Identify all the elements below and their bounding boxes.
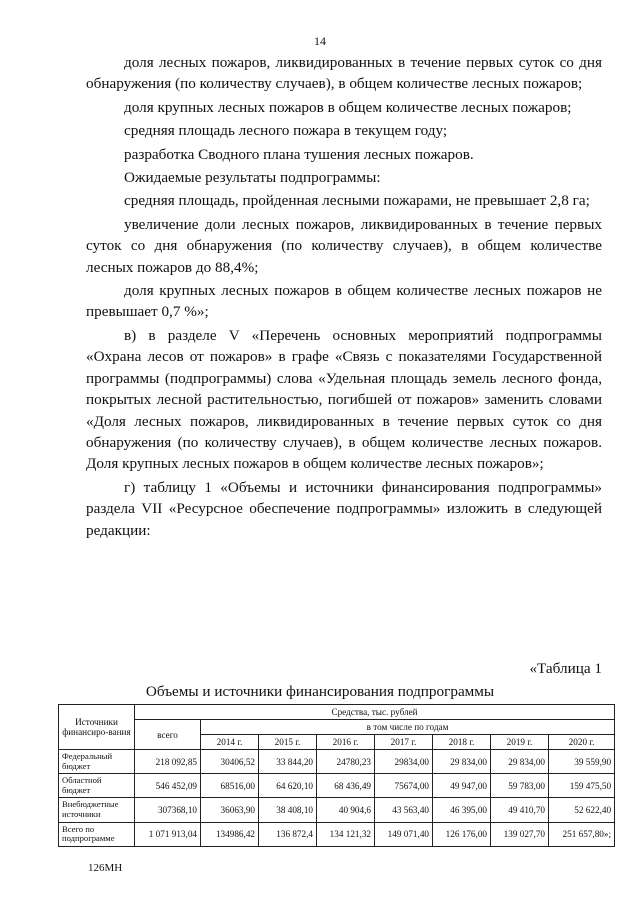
paragraph: Ожидаемые результаты подпрограммы:: [124, 169, 381, 187]
paragraph: в) в разделе V «Перечень основных мероприятий подпрограммы «Охрана лесов от пожаров» в графе «Связь с показателями Государственной программы (подпрограммы) слова «Удельная площадь земель лесного фонда, покрытых лесной растительностью, погибшей от пожаров» заменить словами «Доля лесных пожаров, ликвидированных в течение первых суток со дня обнаружения (по количеству случаев), в общем количестве лесных пожаров. Доля крупных лесных пожаров в общем количестве лесных пожаров»;: [86, 326, 602, 473]
header-year: 2020 г.: [549, 735, 615, 750]
header-year: 2014 г.: [201, 735, 259, 750]
table-row: [59, 822, 615, 846]
paragraph: доля крупных лесных пожаров в общем количестве лесных пожаров;: [124, 98, 572, 116]
header-total: всего: [135, 720, 201, 750]
paragraph: доля крупных лесных пожаров в общем количестве лесных пожаров не превышает 0,7 %»;: [86, 282, 602, 321]
table-row: [59, 798, 615, 822]
row-value: 49 410,70: [491, 798, 549, 822]
row-value: 49 947,00: [433, 774, 491, 798]
row-value: 134 121,32: [317, 822, 375, 846]
row-value: 149 071,40: [375, 822, 433, 846]
header-year: 2018 г.: [433, 735, 491, 750]
row-value: 52 622,40: [549, 798, 615, 822]
row-value: 29 834,00: [433, 750, 491, 774]
row-value: 46 395,00: [433, 798, 491, 822]
row-value: 33 844,20: [259, 750, 317, 774]
row-label: Внебюджетные источники: [59, 798, 135, 822]
row-value: 40 904,6: [317, 798, 375, 822]
row-value: 68516,00: [201, 774, 259, 798]
row-value: 36063,90: [201, 798, 259, 822]
row-value: 30406,52: [201, 750, 259, 774]
header-by-years: в том числе по годам: [201, 720, 615, 735]
table-title: Объемы и источники финансирования подпрограммы: [145, 683, 495, 700]
row-value: 24780,23: [317, 750, 375, 774]
row-value: 159 475,50: [549, 774, 615, 798]
paragraph: средняя площадь, пройденная лесными пожарами, не превышает 2,8 га;: [124, 192, 590, 210]
paragraph: увеличение доли лесных пожаров, ликвидированных в течение первых суток со дня обнаружения (по количеству случаев), в общем количестве лесных пожаров до 88,4%;: [86, 215, 602, 276]
row-value: 39 559,90: [549, 750, 615, 774]
header-sources: Источники финансиро-вания: [59, 705, 135, 750]
table-label: «Таблица 1: [529, 660, 602, 677]
table-row: [59, 774, 615, 798]
paragraph: разработка Сводного плана тушения лесных пожаров.: [124, 145, 474, 163]
row-label: Всего по подпрограмме: [59, 822, 135, 846]
row-total: 218 092,85: [135, 750, 201, 774]
row-label: Федеральный бюджет: [59, 750, 135, 774]
table-row: [59, 750, 615, 774]
row-value: 139 027,70: [491, 822, 549, 846]
row-value: 75674,00: [375, 774, 433, 798]
header-year: 2015 г.: [259, 735, 317, 750]
row-value: 64 620,10: [259, 774, 317, 798]
paragraph: средняя площадь лесного пожара в текущем году;: [124, 122, 448, 140]
row-value: 29 834,00: [491, 750, 549, 774]
row-value: 38 408,10: [259, 798, 317, 822]
row-total: 546 452,09: [135, 774, 201, 798]
row-label: Областной бюджет: [59, 774, 135, 798]
row-value: 134986,42: [201, 822, 259, 846]
row-value: 136 872,4: [259, 822, 317, 846]
row-total: 307368,10: [135, 798, 201, 822]
header-year: 2017 г.: [375, 735, 433, 750]
financing-table: [58, 704, 615, 847]
row-value: 43 563,40: [375, 798, 433, 822]
footer-code: 126МН: [88, 862, 123, 874]
row-value: 59 783,00: [491, 774, 549, 798]
paragraph: доля лесных пожаров, ликвидированных в течение первых суток со дня обнаружения (по количеству случаев), в общем количестве лесных пожаров;: [86, 54, 602, 93]
body-text: [86, 52, 602, 541]
row-value: 126 176,00: [433, 822, 491, 846]
page-number: 14: [314, 34, 326, 48]
header-year: 2019 г.: [491, 735, 549, 750]
paragraph: г) таблицу 1 «Объемы и источники финансирования подпрограммы» раздела VII «Ресурсное обеспечение подпрограммы» изложить в следующей редакции:: [86, 478, 602, 539]
header-funds: Средства, тыс. рублей: [135, 705, 615, 720]
header-year: 2016 г.: [317, 735, 375, 750]
row-value: 68 436,49: [317, 774, 375, 798]
row-value: 29834,00: [375, 750, 433, 774]
row-total: 1 071 913,04: [135, 822, 201, 846]
row-value: 251 657,80»;: [549, 822, 615, 846]
